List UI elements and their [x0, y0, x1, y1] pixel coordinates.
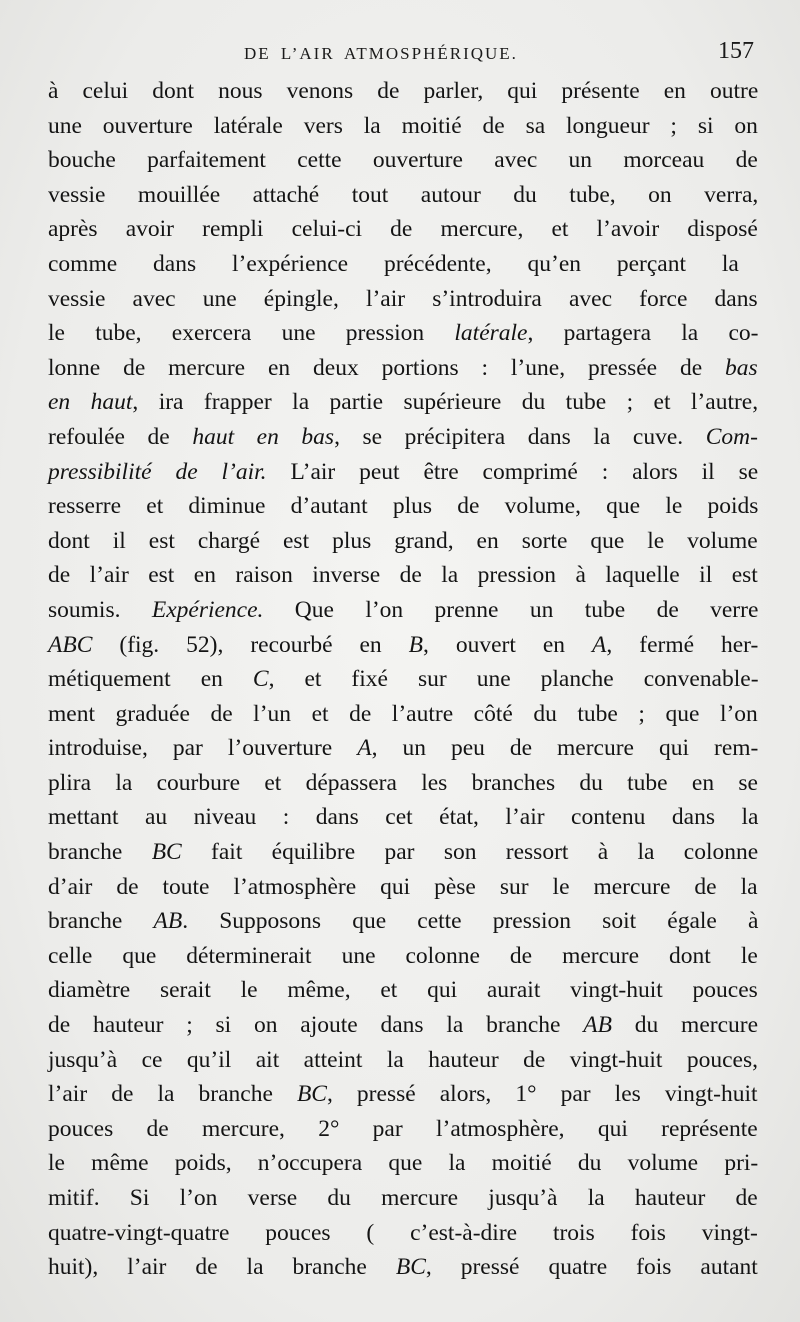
- text-line: [48, 455, 758, 490]
- text-line: [48, 731, 758, 766]
- text-line: [48, 1216, 758, 1251]
- text-segment: , se précipitera dans la cuve.: [334, 423, 706, 450]
- text-line: [48, 74, 758, 109]
- text-line: [48, 628, 758, 663]
- text-segment: . Supposons que cette pression soit égale à: [182, 908, 759, 935]
- text-line: [48, 178, 758, 213]
- text-line: [48, 1043, 758, 1078]
- italic-text: AB: [153, 908, 183, 935]
- text-line: [48, 524, 758, 559]
- italic-text: bas: [725, 354, 758, 381]
- page-number: 157: [718, 38, 754, 64]
- text-line: [48, 904, 758, 939]
- text-segment: refoulée de: [48, 423, 193, 450]
- text-segment: comme dans l’expérience précédente, qu’en perçant la: [48, 250, 739, 277]
- text-segment: mitif. Si l’on verse du mercure jusqu’à la hauteur de: [48, 1185, 758, 1211]
- text-segment: vessie mouillée attaché tout autour du tube, on verra,: [48, 181, 759, 208]
- italic-text: C: [252, 666, 269, 693]
- text-segment: bouche parfaitement cette ouverture avec un morceau de: [48, 147, 758, 174]
- text-line: [48, 558, 758, 593]
- text-line: [48, 800, 758, 835]
- text-segment: quatre-vingt-quatre pouces ( c’est-à-dire trois fois vingt-: [48, 1219, 758, 1246]
- text-segment: après avoir rempli celui-ci de mercure, et l’avoir disposé: [48, 216, 758, 243]
- text-line: [48, 420, 758, 455]
- text-segment: L’air peut être comprimé : alors il se: [266, 458, 759, 485]
- text-line: [48, 973, 758, 1008]
- italic-text: B: [408, 631, 424, 658]
- italic-text: BC: [296, 1081, 327, 1108]
- italic-text: latérale: [454, 320, 528, 347]
- text-line: [48, 1008, 758, 1043]
- text-segment: , ira frapper la partie supérieure du tube ; et l’autre,: [132, 389, 759, 416]
- text-line: [48, 282, 758, 317]
- text-segment: de l’air est en raison inverse de la pression à laquelle il est: [48, 562, 758, 589]
- text-segment: diamètre serait le même, et qui aurait vingt-huit pouces: [48, 977, 758, 1004]
- text-segment: resserre et diminue d’autant plus de volume, que le poids: [48, 493, 759, 520]
- text-segment: introduise, par l’ouverture: [48, 735, 358, 762]
- text-line: [48, 351, 758, 386]
- text-line: [48, 143, 758, 178]
- text-line: [48, 489, 758, 524]
- text-segment: jusqu’à ce qu’il ait atteint la hauteur de vingt-huit pouces,: [48, 1046, 758, 1073]
- text-line: [48, 212, 758, 247]
- text-segment: ment graduée de l’un et de l’autre côté du tube ; que l’on: [48, 700, 758, 727]
- text-segment: , et fixé sur une planche convenable-: [268, 666, 759, 693]
- text-segment: soumis.: [48, 596, 152, 623]
- italic-text: BC: [151, 839, 182, 866]
- text-line: [48, 385, 758, 420]
- text-segment: (fig. 52), recourbé en: [92, 631, 409, 658]
- italic-text: A: [357, 735, 372, 762]
- text-line: [48, 593, 758, 628]
- italic-text: Expérience.: [151, 596, 264, 623]
- text-segment: lonne de mercure en deux portions : l’une, pressée de: [48, 354, 726, 381]
- italic-text: BC: [395, 1254, 426, 1281]
- text-segment: , partagera la co-: [527, 320, 759, 347]
- body-text: [48, 74, 758, 1285]
- text-segment: , pressé alors, 1° par les vingt-huit: [326, 1081, 758, 1108]
- text-segment: l’air de la branche: [48, 1081, 297, 1108]
- text-line: [48, 939, 758, 974]
- text-segment: branche: [48, 839, 152, 866]
- text-line: [48, 870, 758, 905]
- text-segment: huit), l’air de la branche: [48, 1254, 396, 1281]
- text-line: [48, 697, 758, 732]
- text-line: [48, 1112, 758, 1147]
- text-line: [48, 109, 758, 144]
- text-segment: branche: [48, 908, 154, 935]
- italic-text: en haut: [48, 389, 133, 416]
- text-line: [48, 316, 758, 351]
- text-line: [48, 247, 758, 282]
- text-segment: , ouvert en: [423, 631, 593, 658]
- text-segment: une ouverture latérale vers la moitié de sa longueur ; si on: [48, 112, 758, 139]
- text-segment: plira la courbure et dépassera les branches du tube en se: [48, 769, 758, 796]
- italic-text: ABC: [48, 631, 93, 658]
- text-line: [48, 1181, 758, 1216]
- text-segment: Que l’on prenne un tube de verre: [263, 596, 759, 623]
- text-segment: de hauteur ; si on ajoute dans la branche: [48, 1012, 584, 1039]
- text-segment: métiquement en: [48, 666, 253, 693]
- running-title: DE L’AIR ATMOSPHÉRIQUE.: [244, 44, 518, 63]
- italic-text: pressibilité de l’air.: [48, 458, 267, 485]
- text-segment: pouces de mercure, 2° par l’atmosphère, qui représente: [48, 1115, 758, 1142]
- italic-text: haut en bas: [192, 423, 335, 450]
- italic-text: A: [592, 631, 607, 658]
- text-segment: à celui dont nous venons de parler, qui présente en outre: [48, 78, 759, 104]
- text-segment: du mercure: [611, 1012, 759, 1039]
- text-segment: dont il est chargé est plus grand, en sorte que le volume: [48, 527, 758, 554]
- text-line: [48, 1250, 758, 1285]
- text-line: [48, 662, 758, 697]
- text-segment: le tube, exercera une pression: [48, 320, 455, 347]
- page-header: [48, 38, 758, 68]
- text-segment: celle que déterminerait une colonne de mercure dont le: [48, 942, 758, 969]
- text-line: [48, 766, 758, 801]
- text-segment: , un peu de mercure qui rem-: [371, 735, 759, 762]
- text-segment: le même poids, n’occupera que la moitié du volume pri-: [48, 1150, 759, 1177]
- text-segment: d’air de toute l’atmosphère qui pèse sur le mercure de la: [48, 873, 758, 900]
- text-segment: mettant au niveau : dans cet état, l’air contenu dans la: [48, 804, 759, 831]
- italic-text: Com-: [705, 423, 758, 450]
- text-segment: , fermé her-: [606, 631, 759, 658]
- text-line: [48, 1077, 758, 1112]
- text-segment: vessie avec une épingle, l’air s’introduira avec force dans: [48, 285, 758, 312]
- text-line: [48, 1146, 758, 1181]
- text-segment: fait équilibre par son ressort à la colonne: [181, 839, 759, 866]
- text-line: [48, 835, 758, 870]
- text-segment: , pressé quatre fois autant: [425, 1254, 758, 1281]
- italic-text: AB: [583, 1012, 612, 1039]
